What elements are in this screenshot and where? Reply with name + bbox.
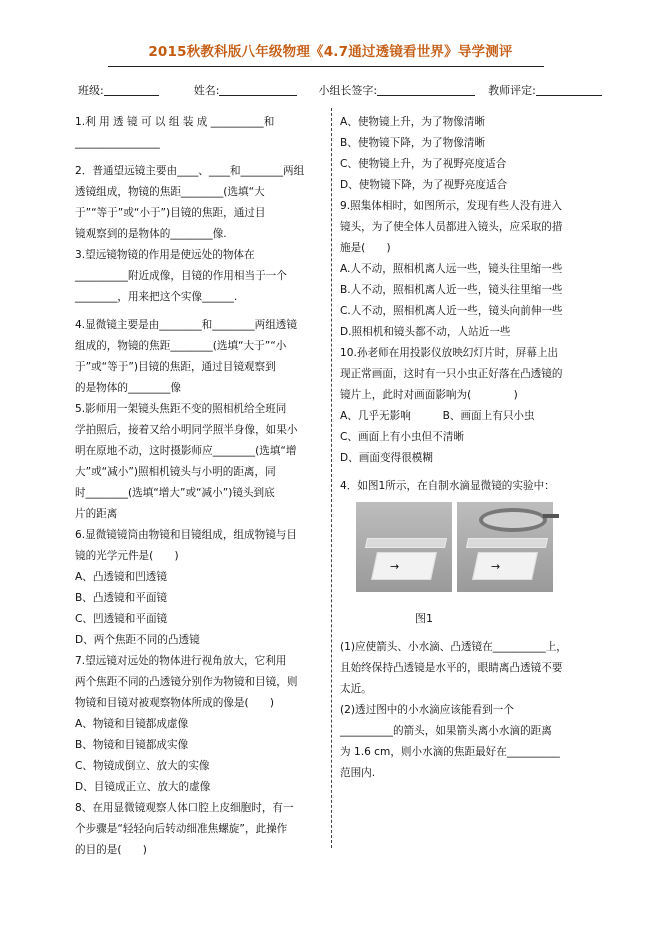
student-info-row: [78, 82, 578, 98]
leader-label: 小组长签字:: [318, 84, 378, 97]
question-line: __________附近成像，目镜的作用相当于一个: [75, 270, 287, 282]
question-line: 大”或“减小”)照相机镜头与小明的距离，同: [75, 466, 276, 478]
figure-1: [356, 502, 576, 594]
question-line: A、凸透镜和凹透镜: [75, 571, 167, 583]
question-line: 4.显微镜主要是由________和________两组透镜: [75, 319, 297, 331]
question-line: D.照相机和镜头都不动，人站近一些: [340, 326, 511, 338]
paper-sheet: [472, 552, 538, 580]
question-line: 现正常画面，这时有一只小虫正好落在凸透镜的: [340, 368, 563, 380]
title-underline: [108, 66, 544, 67]
question-line: 镜观察到的是物体的________像.: [75, 228, 227, 240]
question-line: B.人不动，照相机离人近一些，镜头往里缩一些: [340, 284, 563, 296]
question-line: 2．普通望远镜主要由____、____和________两组: [75, 165, 305, 177]
question-line: 9.照集体相时，如图所示，发现有些人没有进入: [340, 200, 562, 212]
name-label: 姓名:: [193, 84, 220, 97]
question-line: B、物镜和目镜都成实像: [75, 739, 189, 751]
question-line: C、画面上有小虫但不清晰: [340, 431, 464, 443]
question-line: A、使物镜上升，为了物像清晰: [340, 116, 485, 128]
question-line: D、画面变得很模糊: [340, 452, 433, 464]
question-line: 镜的光学元件是( ): [75, 550, 179, 562]
question-line: C、物镜成倒立、放大的实像: [75, 760, 210, 772]
question-line: 8、在用显微镜观察人体口腔上皮细胞时，有一: [75, 802, 294, 814]
question-line: A.人不动，照相机离人远一些，镜头往里缩一些: [340, 263, 563, 275]
arrow-icon: →: [390, 560, 400, 573]
question-line: 镜头，为了使全体人员都进入镜头，应采取的措: [340, 221, 563, 233]
class-label: 班级:: [78, 84, 104, 97]
question-line: D、目镜成正立、放大的虚像: [75, 781, 211, 793]
figure-caption: 图1: [415, 612, 433, 625]
question-line: ________，用来把这个实像______.: [75, 291, 238, 303]
figure-panel-without-lens: [356, 502, 452, 592]
question-line: C、凹透镜和平面镜: [75, 613, 168, 625]
question-line: D、使物镜下降，为了视野亮度适合: [340, 179, 508, 191]
question-line: 的目的是( ): [75, 844, 147, 856]
question-line: 时________(选填“增大”或“减小”)镜头到底: [75, 487, 275, 499]
question-line: 组成的，物镜的焦距________(选填“大于”“小: [75, 340, 287, 352]
question-line: A、物镜和目镜都成虚像: [75, 718, 189, 730]
question-line: 于”或“等于”)目镜的焦距，通过目镜观察到: [75, 361, 276, 373]
question-line: 范围内.: [340, 767, 376, 779]
right-column: [340, 112, 590, 469]
question-line: 明在原地不动，这时摄影师应________(选填“增: [75, 445, 297, 457]
paper-sheet: [371, 552, 437, 580]
question-line: 片的距离: [75, 508, 118, 520]
class-blank[interactable]: [104, 83, 159, 96]
question-line: B、使物镜下降，为了物像清晰: [340, 137, 485, 149]
question-line: 镜片上，此时对画面影响为( ): [340, 389, 518, 401]
question-line: __________的箭头，如果箭头离小水滴的距离: [340, 725, 552, 737]
name-blank[interactable]: [219, 83, 297, 96]
question-line: 于”“等于”或“小于”)目镜的焦距，通过目: [75, 207, 266, 219]
page-title: 2015秋教科版八年级物理《4.7通过透镜看世界》导学测评: [148, 44, 513, 60]
leader-blank[interactable]: [377, 83, 475, 96]
question-line: 10.孙老师在用投影仪放映幻灯片时，屏幕上出: [340, 347, 559, 359]
question-line: ________________: [75, 137, 160, 149]
teacher-label: 教师评定:: [488, 84, 536, 97]
question-line: (1)应使箭头、小水滴、凸透镜在__________上，: [340, 641, 567, 653]
question-line: 7.望远镜对远处的物体进行视角放大，它利用: [75, 655, 287, 667]
question-line: 且始终保持凸透镜是水平的，眼睛离凸透镜不要: [340, 662, 563, 674]
question-line: 6.显微镜镜筒由物镜和目镜组成，组成物镜与目: [75, 529, 297, 541]
question-line: 透镜组成，物镜的焦距________(选填“大: [75, 186, 265, 198]
question-line: 施是( ): [340, 242, 391, 254]
question-line: B、凸透镜和平面镜: [75, 592, 168, 604]
q4-intro: 4．如图1所示，在自制水滴显微镜的实验中：: [340, 480, 555, 492]
question-line: 5.影师用一架镜头焦距不变的照相机给全班同: [75, 403, 287, 415]
question-line: C、使物镜上升，为了视野亮度适合: [340, 158, 507, 170]
arrow-icon: →: [491, 560, 501, 573]
q4-body: [340, 637, 600, 784]
teacher-blank[interactable]: [536, 83, 602, 96]
question-line: 个步骤是“轻轻向后转动细准焦螺旋”，此操作: [75, 823, 288, 835]
question-line: 太近。: [340, 683, 372, 695]
question-line: A、几乎无影响 B、画面上有只小虫: [340, 410, 535, 422]
question-line: D、两个焦距不同的凸透镜: [75, 634, 200, 646]
question-line: 1.利 用 透 镜 可 以 组 装 成 __________和: [75, 116, 275, 128]
glass-plate: [466, 538, 548, 548]
question-line: C.人不动，照相机离人近一些，镜头向前伸一些: [340, 305, 563, 317]
question-line: 两个焦距不同的凸透镜分别作为物镜和目镜，则: [75, 676, 298, 688]
question-line: 学拍照后，接着又给小明同学照半身像，如果小: [75, 424, 298, 436]
question-line: (2)透过图中的小水滴应该能看到一个: [340, 704, 514, 716]
magnifier-handle: [543, 514, 559, 518]
question-line: 3.望远镜物镜的作用是使远处的物体在: [75, 249, 255, 261]
figure-panel-with-lens: [457, 502, 553, 592]
spacer: [75, 308, 322, 315]
column-divider: [331, 108, 332, 848]
question-line: 为 1.6 cm，则小水滴的焦距最好在__________: [340, 746, 560, 758]
question-line: 物镜和目镜对被观察物体所成的像是( ): [75, 697, 274, 709]
left-column: [75, 112, 322, 861]
question-line: 的是物体的________像: [75, 382, 181, 394]
glass-plate: [365, 538, 447, 548]
spacer: [75, 154, 322, 161]
magnifier-lens-icon: [479, 508, 547, 532]
